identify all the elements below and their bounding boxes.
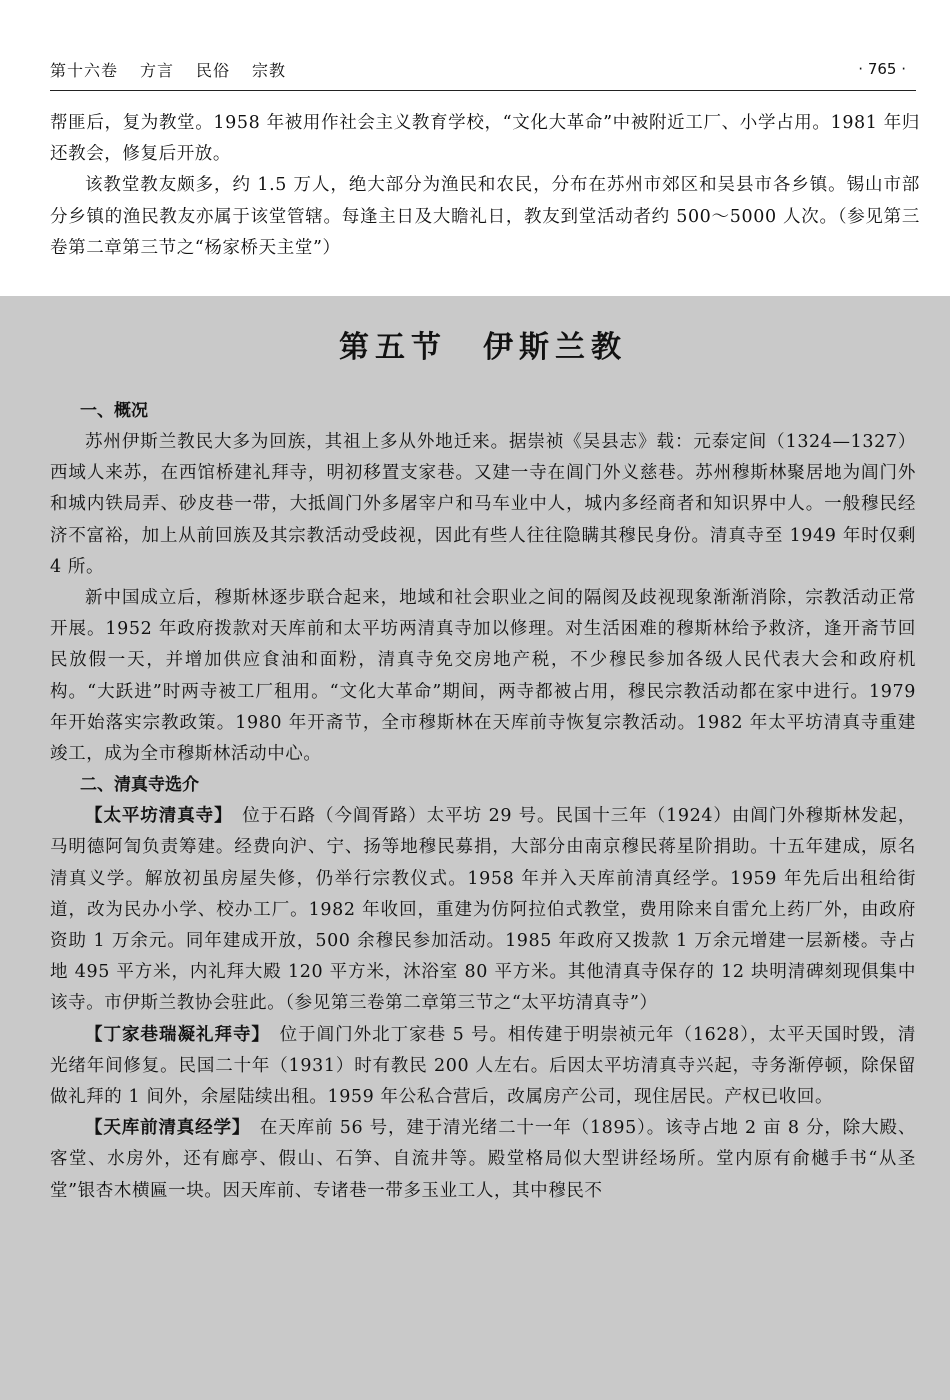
running-title xyxy=(50,58,308,81)
entry-term: 【太平坊清真寺】 xyxy=(85,806,224,827)
header-volume: 第十六卷 xyxy=(50,61,119,80)
highlighted-region xyxy=(0,296,950,1400)
section-title: 第五节 伊斯兰教 xyxy=(339,330,627,365)
header-topic-dialect: 方言 xyxy=(140,61,175,80)
header-topic-religion: 宗教 xyxy=(252,61,287,80)
paragraph: 该教堂教友颇多，约 1.5 万人，绝大部分为渔民和农民，分布在苏州市郊区和吴县市各乡镇。锡山市部分乡镇的渔民教友亦属于该堂管辖。每逢主日及大瞻礼日，教友到堂活动者约 500～5000 人次。（参见第三卷第二章第三节之“杨家桥天主堂”） xyxy=(50,175,920,258)
continued-text xyxy=(50,108,920,264)
entry-text: 位于石路（今阊胥路）太平坊 29 号。民国十三年（1924）由阊门外穆斯林发起，马明德阿訇负责筹建。经费向沪、宁、扬等地穆民募捐，大部分由南京穆民蒋星阶捐助。十五年建成，原名清真义学。解放初虽房屋失修，仍举行宗教仪式。1958 年并入天库前清真经学。1959 年先后出租给街道，改为民办小学、校办工厂。1982 年收回，重建为仿阿拉伯式教堂，费用除来自雷允上药厂外，由政府资助 1 万余元。同年建成开放，500 余穆民参加活动。1985 年政府又拨款 1 万余元增建一层新楼。寺占地 495 平方米，内礼拜大殿 120 平方米，沐浴室 80 平方米。其他清真寺保存的 12 块明清碑刻现俱集中该寺。市伊斯兰教协会驻此。（参见第三卷第二章第三节之“太平坊清真寺”） xyxy=(50,806,916,1014)
page-number: · 765 · xyxy=(858,60,906,78)
entry-text: 位于阊门外北丁家巷 5 号。相传建于明崇祯元年（1628），太平天国时毁，清光绪年间修复。民国二十年（1931）时有教民 200 人左右。后因太平坊清真寺兴起，寺务渐停顿，除保留做礼拜的 1 间外，余屋陆续出租。1959 年公私合营后，改属房产公司，现住居民。产权已收回。 xyxy=(50,1024,916,1108)
entry-text: 在天库前 56 号，建于清光绪二十一年（1895）。该寺占地 2 亩 8 分，除大殿、客堂、水房外，还有廊亭、假山、石笋、自流井等。殿堂格局似大型讲经场所。堂内原有俞樾手书“从圣堂”银杏木横匾一块。因天库前、专诸巷一带多玉业工人，其中穆民不 xyxy=(50,1118,916,1201)
mosque-entry xyxy=(50,1113,916,1207)
page-header xyxy=(50,54,916,91)
mosque-entry xyxy=(50,801,916,1019)
section-content xyxy=(50,296,916,1207)
subsection-heading-mosques: 二、清真寺选介 xyxy=(80,775,199,796)
entry-term: 【丁家巷瑞凝礼拜寺】 xyxy=(85,1024,262,1045)
paragraph: 新中国成立后，穆斯林逐步联合起来，地域和社会职业之间的隔阂及歧视现象渐渐消除，宗教活动正常开展。1952 年政府拨款对天库前和太平坊两清真寺加以修理。对生活困难的穆斯林给予救济，逢开斋节回民放假一天，并增加供应食油和面粉，清真寺免交房地产税，不少穆民参加各级人民代表大会和政府机构。“大跃进”时两寺被工厂租用。“文化大革命”期间，两寺都被占用，穆民宗教活动都在家中进行。1979 年开始落实宗教政策。1980 年开斋节，全市穆斯林在天库前寺恢复宗教活动。1982 年太平坊清真寺重建竣工，成为全市穆斯林活动中心。 xyxy=(50,588,916,765)
paragraph: 苏州伊斯兰教民大多为回族，其祖上多从外地迁来。据崇祯《吴县志》载：元泰定间（1324—1327）西域人来苏，在西馆桥建礼拜寺，明初移置支家巷。又建一寺在阊门外义慈巷。苏州穆斯林聚居地为阊门外和城内铁局弄、砂皮巷一带，大抵阊门外多屠宰户和马车业中人，城内多经商者和知识界中人。一般穆民经济不富裕，加上从前回族及其宗教活动受歧视，因此有些人往往隐瞒其穆民身份。清真寺至 1949 年时仅剩 4 所。 xyxy=(50,432,916,577)
mosque-entry xyxy=(50,1020,916,1114)
header-topic-folklore: 民俗 xyxy=(196,61,231,80)
subsection-heading-overview: 一、概况 xyxy=(80,401,148,421)
paragraph: 帮匪后，复为教堂。1958 年被用作社会主义教育学校，“文化大革命”中被附近工厂、小学占用。1981 年归还教会，修复后开放。 xyxy=(50,113,920,165)
entry-term: 【天库前清真经学】 xyxy=(85,1118,242,1139)
